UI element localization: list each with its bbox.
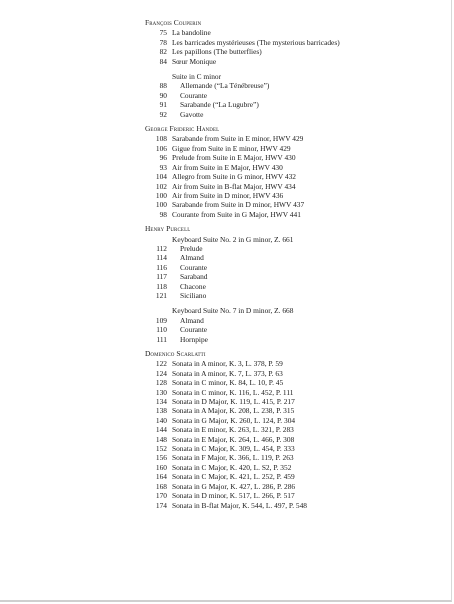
list-item	[145, 81, 445, 90]
piece-title: Sonata in F Major, K. 366, L. 119, P. 263	[172, 453, 294, 463]
list-item	[145, 210, 445, 219]
piece-title: Courante	[180, 262, 208, 272]
list-item	[145, 501, 445, 510]
list-item	[145, 378, 445, 387]
list-item	[145, 359, 445, 368]
page-number: 121	[155, 290, 167, 300]
piece-title: Sonata in C Major, K. 420, L. S2, P. 352	[172, 462, 292, 472]
page-number: 78	[159, 37, 167, 47]
list-item	[145, 57, 445, 66]
piece-title: Sonata in E Major, K. 264, L. 466, P. 308	[172, 434, 295, 444]
page-number: 168	[155, 481, 167, 491]
list-item	[145, 38, 445, 47]
piece-title: Sonata in G Major, K. 427, L. 286, P. 286	[172, 481, 296, 491]
piece-title: Sonata in C minor, K. 116, L. 452, P. 111	[172, 387, 294, 397]
piece-title: Saraband	[180, 272, 208, 282]
page-number: 100	[155, 190, 167, 200]
list-item	[145, 110, 445, 119]
page-number: 104	[155, 172, 167, 182]
suite-heading: Keyboard Suite No. 7 in D minor, Z. 668	[172, 306, 294, 316]
composer-heading: George Frideric Handel	[145, 124, 220, 134]
page-number: 88	[159, 81, 167, 91]
piece-title: Sonata in A Major, K. 208, L. 238, P. 315	[172, 406, 295, 416]
list-item	[145, 335, 445, 344]
list-item	[145, 325, 445, 334]
piece-title: Les barricades mystérieuses (The mysterious barricades)	[172, 37, 340, 47]
piece-title: Hornpipe	[180, 334, 208, 344]
list-item	[145, 182, 445, 191]
page-number: 134	[155, 397, 167, 407]
page-number: 91	[159, 100, 167, 110]
list-item	[145, 153, 445, 162]
piece-title: Sarabande from Suite in E minor, HWV 429	[172, 134, 304, 144]
suite-heading: Keyboard Suite No. 2 in G minor, Z. 661	[172, 234, 294, 244]
list-item	[145, 253, 445, 262]
list-item	[145, 435, 445, 444]
table-of-contents	[145, 18, 445, 510]
page-number: 90	[159, 90, 167, 100]
list-item	[145, 491, 445, 500]
list-item	[145, 291, 445, 300]
piece-title: Sonata in C Major, K. 421, L. 252, P. 459	[172, 472, 295, 482]
page-number: 122	[155, 359, 167, 369]
composer-heading: Henry Purcell	[145, 224, 191, 234]
list-item	[145, 453, 445, 462]
page-number: 102	[155, 181, 167, 191]
page-number: 128	[155, 378, 167, 388]
page-number: 117	[156, 272, 167, 282]
piece-title: Siciliano	[180, 290, 207, 300]
page-number: 112	[156, 243, 167, 253]
list-item	[145, 47, 445, 56]
list-item	[145, 144, 445, 153]
list-item	[145, 316, 445, 325]
page-number: 124	[155, 368, 167, 378]
list-item	[145, 397, 445, 406]
list-item	[145, 444, 445, 453]
piece-title: Sonata in D minor, K. 517, L. 266, P. 517	[172, 491, 295, 501]
list-item	[145, 100, 445, 109]
piece-title: Allegro from Suite in G minor, HWV 432	[172, 172, 296, 182]
piece-title: Air from Suite in B-flat Major, HWV 434	[172, 181, 296, 191]
composer-heading: François Couperin	[145, 18, 202, 27]
page-number: 114	[156, 253, 167, 263]
list-item	[145, 200, 445, 209]
piece-title: Almand	[180, 315, 204, 325]
list-item	[145, 369, 445, 378]
list-item	[145, 406, 445, 415]
page-number: 109	[155, 315, 167, 325]
page-number: 156	[155, 453, 167, 463]
page-number: 100	[155, 200, 167, 210]
piece-title: Sœur Monique	[172, 56, 217, 66]
piece-title: Sarabande (“La Lugubre”)	[180, 100, 259, 110]
piece-title: Les papillons (The butterflies)	[172, 47, 262, 57]
list-item	[145, 282, 445, 291]
list-item	[145, 416, 445, 425]
list-item	[145, 163, 445, 172]
page-number: 98	[159, 209, 167, 219]
page-number: 152	[155, 444, 167, 454]
piece-title: Courante	[180, 325, 208, 335]
page-number: 174	[155, 500, 167, 510]
page-number: 138	[155, 406, 167, 416]
page-number: 144	[155, 425, 167, 435]
piece-title: Sonata in G Major, K. 260, L. 124, P. 304	[172, 415, 296, 425]
list-item	[145, 272, 445, 281]
list-item	[145, 463, 445, 472]
piece-title: Sonata in E minor, K. 263, L. 321, P. 283	[172, 425, 294, 435]
piece-title: Air from Suite in E Major, HWV 430	[172, 162, 283, 172]
piece-title: Sonata in C minor, K. 84, L. 10, P. 45	[172, 378, 284, 388]
piece-title: Courante	[180, 90, 208, 100]
page-number: 130	[155, 387, 167, 397]
list-item	[145, 472, 445, 481]
piece-title: Sarabande from Suite in D minor, HWV 437	[172, 200, 305, 210]
piece-title: Prelude from Suite in E Major, HWV 430	[172, 153, 296, 163]
page-number: 160	[155, 462, 167, 472]
list-item	[145, 28, 445, 37]
page-number: 84	[159, 56, 167, 66]
page-number: 92	[159, 109, 167, 119]
page-number: 75	[159, 28, 167, 38]
piece-title: Gavotte	[180, 109, 204, 119]
list-item	[145, 134, 445, 143]
list-item	[145, 425, 445, 434]
page-number: 106	[155, 143, 167, 153]
piece-title: Sonata in B-flat Major, K. 544, L. 497, P. 548	[172, 500, 307, 510]
page-number: 82	[159, 47, 167, 57]
piece-title: Gigue from Suite in E minor, HWV 429	[172, 143, 291, 153]
page-number: 96	[159, 153, 167, 163]
piece-title: Air from Suite in D minor, HWV 436	[172, 190, 284, 200]
list-item	[145, 172, 445, 181]
list-item	[145, 482, 445, 491]
piece-title: Allemande (“La Ténébreuse”)	[180, 81, 270, 91]
page-number: 116	[156, 262, 167, 272]
list-item	[145, 191, 445, 200]
list-item	[145, 388, 445, 397]
page-number: 164	[155, 472, 167, 482]
piece-title: Chacone	[180, 281, 206, 291]
piece-title: La bandoline	[172, 28, 211, 38]
page-number: 148	[155, 434, 167, 444]
suite-heading: Suite in C minor	[172, 72, 222, 82]
page-number: 108	[155, 134, 167, 144]
page-number: 93	[159, 162, 167, 172]
page-number: 111	[156, 334, 167, 344]
piece-title: Courante from Suite in G Major, HWV 441	[172, 209, 301, 219]
page-number: 110	[156, 325, 167, 335]
list-item	[145, 91, 445, 100]
page-number: 118	[156, 281, 167, 291]
piece-title: Prelude	[180, 243, 203, 253]
piece-title: Sonata in C Major, K. 309, L. 454, P. 333	[172, 444, 295, 454]
piece-title: Sonata in D Major, K. 119, L. 415, P. 217	[172, 397, 295, 407]
page-number: 170	[155, 491, 167, 501]
list-item	[145, 263, 445, 272]
page-number: 140	[155, 415, 167, 425]
composer-heading: Domenico Scarlatti	[145, 349, 206, 358]
piece-title: Sonata in A minor, K. 7, L. 373, P. 63	[172, 368, 283, 378]
piece-title: Almand	[180, 253, 204, 263]
list-item	[145, 244, 445, 253]
piece-title: Sonata in A minor, K. 3, L. 378, P. 59	[172, 359, 283, 369]
